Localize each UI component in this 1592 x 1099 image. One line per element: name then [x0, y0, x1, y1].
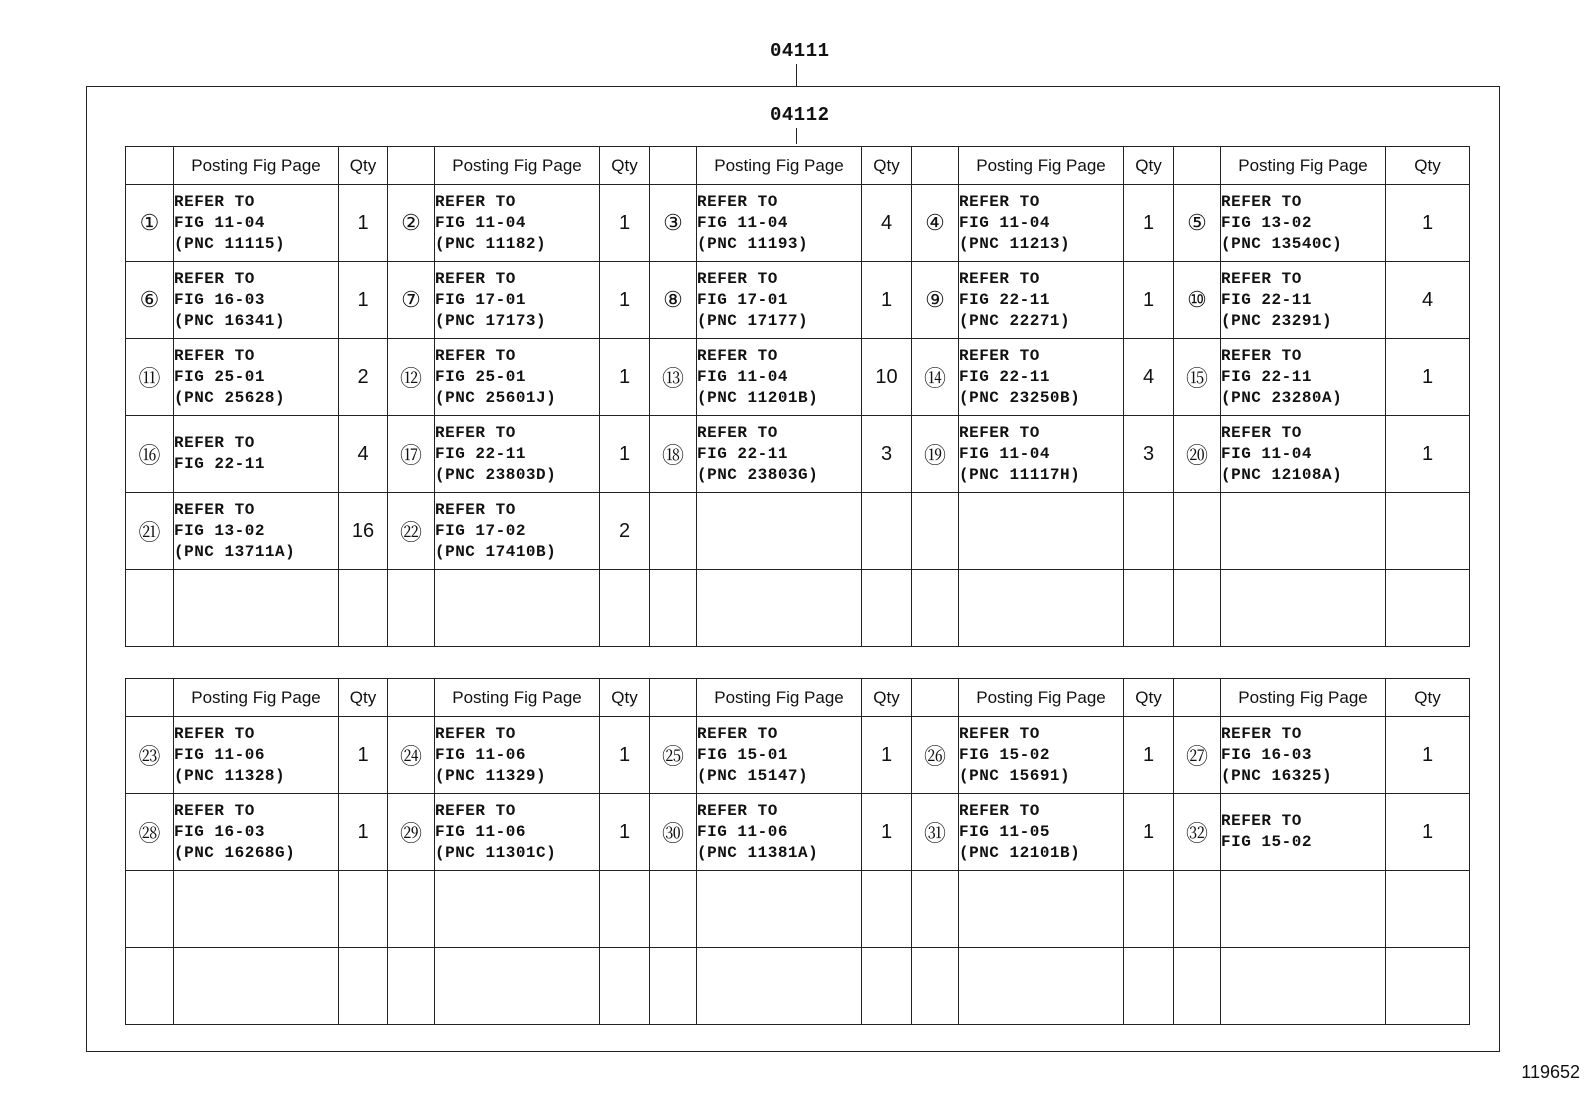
posting-fig-page-cell	[959, 794, 1124, 871]
header-qty: Qty	[1386, 679, 1470, 717]
posting-fig-page-cell	[1221, 262, 1386, 339]
qty-cell	[1124, 871, 1174, 948]
reference-line: REFER TO	[435, 346, 516, 365]
callout-number: ①	[126, 185, 174, 262]
reference-line: (PNC 17173)	[435, 311, 547, 330]
posting-fig-page-cell	[697, 416, 862, 493]
reference-line: FIG 16-03	[174, 822, 265, 841]
header-posting-fig-page: Posting Fig Page	[174, 679, 339, 717]
header-num-cell	[1174, 679, 1221, 717]
qty-cell: 1	[600, 717, 650, 794]
callout-number: ⑥	[126, 262, 174, 339]
qty-cell: 1	[1386, 794, 1470, 871]
header-qty: Qty	[1386, 147, 1470, 185]
qty-cell	[1386, 871, 1470, 948]
qty-cell: 1	[339, 185, 388, 262]
posting-fig-page-cell	[959, 570, 1124, 647]
callout-number	[388, 570, 435, 647]
callout-number	[912, 493, 959, 570]
reference-line: (PNC 17410B)	[435, 542, 557, 561]
posting-fig-page-cell	[174, 570, 339, 647]
reference-line: (PNC 16341)	[174, 311, 286, 330]
table-row	[126, 570, 1470, 647]
callout-number: ㉕	[650, 717, 697, 794]
posting-fig-page-cell	[435, 717, 600, 794]
callout-number: ㉓	[126, 717, 174, 794]
posting-fig-page-cell	[174, 262, 339, 339]
posting-fig-page-cell	[959, 493, 1124, 570]
posting-fig-page-cell	[435, 871, 600, 948]
reference-line: (PNC 15147)	[697, 766, 809, 785]
header-num-cell	[650, 679, 697, 717]
posting-fig-page-cell	[959, 416, 1124, 493]
inner-assembly-label: 04112	[770, 104, 830, 126]
qty-cell	[862, 948, 912, 1025]
header-num-cell	[126, 147, 174, 185]
reference-line: FIG 11-04	[697, 213, 788, 232]
qty-cell: 1	[862, 717, 912, 794]
callout-number: ⑮	[1174, 339, 1221, 416]
header-num-cell	[388, 679, 435, 717]
posting-fig-page-cell	[435, 794, 600, 871]
table-row	[126, 185, 1470, 262]
posting-fig-page-cell	[697, 794, 862, 871]
reference-line: (PNC 11117H)	[959, 465, 1081, 484]
reference-line: REFER TO	[174, 801, 255, 820]
reference-line: REFER TO	[1221, 724, 1302, 743]
reference-line: (PNC 11328)	[174, 766, 286, 785]
reference-line: FIG 15-02	[1221, 833, 1312, 851]
header-posting-fig-page: Posting Fig Page	[435, 679, 600, 717]
reference-line: (PNC 11201B)	[697, 388, 819, 407]
posting-fig-page-cell	[1221, 185, 1386, 262]
header-qty: Qty	[1124, 147, 1174, 185]
header-posting-fig-page: Posting Fig Page	[959, 679, 1124, 717]
callout-number: ㉛	[912, 794, 959, 871]
reference-line: FIG 15-01	[697, 745, 788, 764]
callout-number	[912, 948, 959, 1025]
reference-line: FIG 17-02	[435, 521, 526, 540]
header-num-cell	[912, 147, 959, 185]
callout-number: ⑧	[650, 262, 697, 339]
reference-line: REFER TO	[697, 346, 778, 365]
posting-fig-page-cell	[697, 948, 862, 1025]
qty-cell	[1124, 493, 1174, 570]
posting-fig-page-cell	[1221, 570, 1386, 647]
header-posting-fig-page: Posting Fig Page	[174, 147, 339, 185]
callout-number: ㉚	[650, 794, 697, 871]
reference-line: FIG 11-06	[435, 822, 526, 841]
posting-fig-page-cell	[1221, 794, 1386, 871]
reference-line: REFER TO	[697, 269, 778, 288]
qty-cell	[1386, 948, 1470, 1025]
callout-number: ㉗	[1174, 717, 1221, 794]
callout-number	[650, 570, 697, 647]
qty-cell: 4	[339, 416, 388, 493]
qty-cell	[339, 948, 388, 1025]
header-posting-fig-page: Posting Fig Page	[435, 147, 600, 185]
qty-cell: 1	[1124, 185, 1174, 262]
posting-fig-page-cell	[435, 570, 600, 647]
reference-line: FIG 17-01	[697, 290, 788, 309]
qty-cell: 1	[600, 339, 650, 416]
posting-fig-page-cell	[697, 717, 862, 794]
qty-cell	[862, 493, 912, 570]
qty-cell	[600, 948, 650, 1025]
reference-line: (PNC 15691)	[959, 766, 1071, 785]
reference-line: (PNC 16325)	[1221, 766, 1333, 785]
reference-line: REFER TO	[959, 346, 1040, 365]
qty-cell: 2	[600, 493, 650, 570]
callout-number: ⑱	[650, 416, 697, 493]
qty-cell: 3	[1124, 416, 1174, 493]
table-row	[126, 948, 1470, 1025]
reference-line: FIG 11-04	[1221, 444, 1312, 463]
posting-fig-page-cell	[174, 493, 339, 570]
header-qty: Qty	[862, 679, 912, 717]
posting-fig-page-cell	[697, 262, 862, 339]
posting-fig-page-cell	[1221, 339, 1386, 416]
reference-line: FIG 25-01	[435, 367, 526, 386]
posting-fig-page-cell	[174, 339, 339, 416]
qty-cell: 4	[862, 185, 912, 262]
callout-number	[388, 948, 435, 1025]
table-row	[126, 416, 1470, 493]
reference-line: (PNC 11182)	[435, 234, 547, 253]
posting-fig-page-cell	[959, 871, 1124, 948]
reference-line: (PNC 22271)	[959, 311, 1071, 330]
header-posting-fig-page: Posting Fig Page	[1221, 679, 1386, 717]
callout-number: ⑭	[912, 339, 959, 416]
reference-line: FIG 16-03	[174, 290, 265, 309]
qty-cell: 3	[862, 416, 912, 493]
callout-number: ㉜	[1174, 794, 1221, 871]
posting-fig-page-cell	[174, 794, 339, 871]
qty-cell: 2	[339, 339, 388, 416]
reference-line: FIG 22-11	[435, 444, 526, 463]
posting-fig-page-cell	[959, 339, 1124, 416]
callout-number: ⑪	[126, 339, 174, 416]
callout-number: ③	[650, 185, 697, 262]
reference-line: REFER TO	[435, 724, 516, 743]
reference-line: FIG 11-04	[435, 213, 526, 232]
reference-line: REFER TO	[697, 192, 778, 211]
posting-fig-page-cell	[697, 339, 862, 416]
qty-cell: 1	[600, 185, 650, 262]
posting-fig-page-cell	[1221, 871, 1386, 948]
callout-number: ㉙	[388, 794, 435, 871]
posting-fig-page-cell	[435, 339, 600, 416]
parts-table-lower	[125, 678, 1470, 1025]
reference-line: FIG 15-02	[959, 745, 1050, 764]
callout-number	[1174, 493, 1221, 570]
posting-fig-page-cell	[1221, 717, 1386, 794]
outer-assembly-label: 04111	[770, 40, 830, 62]
reference-line: FIG 11-04	[697, 367, 788, 386]
reference-line: (PNC 25601J)	[435, 388, 557, 407]
posting-fig-page-cell	[174, 416, 339, 493]
header-num-cell	[650, 147, 697, 185]
reference-line: REFER TO	[435, 801, 516, 820]
qty-cell: 1	[862, 262, 912, 339]
table-row	[126, 493, 1470, 570]
qty-cell: 1	[1386, 185, 1470, 262]
reference-line: (PNC 11381A)	[697, 843, 819, 862]
qty-cell: 1	[339, 262, 388, 339]
reference-line: REFER TO	[435, 269, 516, 288]
table-row	[126, 262, 1470, 339]
callout-number	[1174, 948, 1221, 1025]
posting-fig-page-cell	[697, 871, 862, 948]
header-posting-fig-page: Posting Fig Page	[697, 679, 862, 717]
table-row	[126, 871, 1470, 948]
posting-fig-page-cell	[174, 871, 339, 948]
qty-cell: 1	[1124, 794, 1174, 871]
posting-fig-page-cell	[959, 262, 1124, 339]
reference-line: FIG 13-02	[1221, 213, 1312, 232]
posting-fig-page-cell	[174, 717, 339, 794]
reference-line: FIG 11-04	[959, 213, 1050, 232]
qty-cell	[339, 570, 388, 647]
callout-number: ㉘	[126, 794, 174, 871]
qty-cell	[1386, 570, 1470, 647]
reference-line: FIG 17-01	[435, 290, 526, 309]
inner-leader-line	[796, 128, 797, 144]
table-row	[126, 794, 1470, 871]
posting-fig-page-cell	[1221, 416, 1386, 493]
qty-cell	[1386, 493, 1470, 570]
qty-cell: 1	[600, 416, 650, 493]
reference-line: (PNC 13711A)	[174, 542, 296, 561]
callout-number: ㉔	[388, 717, 435, 794]
posting-fig-page-cell	[435, 493, 600, 570]
reference-line: REFER TO	[959, 801, 1040, 820]
header-num-cell	[1174, 147, 1221, 185]
qty-cell: 1	[339, 717, 388, 794]
header-num-cell	[912, 679, 959, 717]
reference-line: REFER TO	[174, 500, 255, 519]
reference-line: (PNC 12101B)	[959, 843, 1081, 862]
callout-number: ⑬	[650, 339, 697, 416]
reference-line: FIG 22-11	[959, 290, 1050, 309]
qty-cell: 1	[862, 794, 912, 871]
qty-cell	[600, 871, 650, 948]
callout-number: ⑲	[912, 416, 959, 493]
reference-line: FIG 11-04	[959, 444, 1050, 463]
reference-line: (PNC 17177)	[697, 311, 809, 330]
reference-line: (PNC 23803G)	[697, 465, 819, 484]
qty-cell	[862, 570, 912, 647]
posting-fig-page-cell	[174, 185, 339, 262]
table-row	[126, 339, 1470, 416]
qty-cell	[600, 570, 650, 647]
reference-line: FIG 11-06	[174, 745, 265, 764]
posting-fig-page-cell	[435, 262, 600, 339]
header-row	[126, 147, 1470, 185]
reference-line: (PNC 23803D)	[435, 465, 557, 484]
callout-number: ②	[388, 185, 435, 262]
reference-line: FIG 11-06	[435, 745, 526, 764]
reference-line: REFER TO	[174, 434, 255, 452]
qty-cell	[1124, 570, 1174, 647]
qty-cell: 1	[1124, 717, 1174, 794]
posting-fig-page-cell	[1221, 948, 1386, 1025]
header-qty: Qty	[862, 147, 912, 185]
reference-line: REFER TO	[959, 423, 1040, 442]
reference-line: REFER TO	[174, 269, 255, 288]
reference-line: (PNC 23291)	[1221, 311, 1333, 330]
header-posting-fig-page: Posting Fig Page	[1221, 147, 1386, 185]
parts-table-upper	[125, 146, 1470, 647]
reference-line: FIG 13-02	[174, 521, 265, 540]
callout-number: ⑯	[126, 416, 174, 493]
callout-number: ⑰	[388, 416, 435, 493]
qty-cell: 4	[1386, 262, 1470, 339]
callout-number	[126, 570, 174, 647]
reference-line: REFER TO	[174, 346, 255, 365]
callout-number	[650, 871, 697, 948]
reference-line: FIG 11-06	[697, 822, 788, 841]
reference-line: REFER TO	[435, 423, 516, 442]
posting-fig-page-cell	[435, 185, 600, 262]
header-num-cell	[388, 147, 435, 185]
header-num-cell	[126, 679, 174, 717]
reference-line: REFER TO	[697, 423, 778, 442]
posting-fig-page-cell	[435, 416, 600, 493]
reference-line: (PNC 11193)	[697, 234, 809, 253]
table-row	[126, 717, 1470, 794]
reference-line: FIG 16-03	[1221, 745, 1312, 764]
qty-cell	[862, 871, 912, 948]
reference-line: (PNC 12108A)	[1221, 465, 1343, 484]
qty-cell: 1	[339, 794, 388, 871]
reference-line: REFER TO	[1221, 812, 1302, 830]
qty-cell: 1	[1386, 339, 1470, 416]
callout-number	[126, 948, 174, 1025]
reference-line: REFER TO	[1221, 423, 1302, 442]
callout-number: ㉒	[388, 493, 435, 570]
qty-cell: 1	[1386, 416, 1470, 493]
reference-line: (PNC 13540C)	[1221, 234, 1343, 253]
callout-number: ⑦	[388, 262, 435, 339]
qty-cell: 1	[600, 794, 650, 871]
callout-number	[1174, 871, 1221, 948]
reference-line: (PNC 11213)	[959, 234, 1071, 253]
qty-cell: 4	[1124, 339, 1174, 416]
reference-line: (PNC 25628)	[174, 388, 286, 407]
callout-number	[650, 493, 697, 570]
callout-number: ⑫	[388, 339, 435, 416]
qty-cell: 1	[1386, 717, 1470, 794]
qty-cell: 1	[600, 262, 650, 339]
header-posting-fig-page: Posting Fig Page	[959, 147, 1124, 185]
callout-number	[126, 871, 174, 948]
posting-fig-page-cell	[435, 948, 600, 1025]
reference-line: REFER TO	[1221, 192, 1302, 211]
posting-fig-page-cell	[174, 948, 339, 1025]
posting-fig-page-cell	[697, 570, 862, 647]
qty-cell	[1124, 948, 1174, 1025]
reference-line: REFER TO	[697, 801, 778, 820]
catalog-number: 119652	[1521, 1062, 1580, 1082]
callout-number	[1174, 570, 1221, 647]
reference-line: REFER TO	[959, 192, 1040, 211]
callout-number: ㉖	[912, 717, 959, 794]
callout-number: ⑳	[1174, 416, 1221, 493]
callout-number	[912, 570, 959, 647]
reference-line: (PNC 23250B)	[959, 388, 1081, 407]
posting-fig-page-cell	[959, 185, 1124, 262]
reference-line: (PNC 11329)	[435, 766, 547, 785]
qty-cell: 16	[339, 493, 388, 570]
reference-line: REFER TO	[1221, 269, 1302, 288]
reference-line: REFER TO	[959, 269, 1040, 288]
header-qty: Qty	[600, 679, 650, 717]
header-qty: Qty	[339, 147, 388, 185]
reference-line: (PNC 11301C)	[435, 843, 557, 862]
reference-line: FIG 22-11	[959, 367, 1050, 386]
reference-line: REFER TO	[1221, 346, 1302, 365]
header-qty: Qty	[600, 147, 650, 185]
posting-fig-page-cell	[697, 493, 862, 570]
callout-number: ⑩	[1174, 262, 1221, 339]
reference-line: FIG 22-11	[1221, 367, 1312, 386]
reference-line: FIG 25-01	[174, 367, 265, 386]
posting-fig-page-cell	[959, 717, 1124, 794]
qty-cell: 1	[1124, 262, 1174, 339]
posting-fig-page-cell	[1221, 493, 1386, 570]
reference-line: FIG 22-11	[174, 455, 265, 473]
outer-leader-line	[796, 64, 797, 86]
header-qty: Qty	[1124, 679, 1174, 717]
qty-cell	[339, 871, 388, 948]
reference-line: FIG 22-11	[697, 444, 788, 463]
reference-line: REFER TO	[174, 724, 255, 743]
reference-line: (PNC 11115)	[174, 234, 286, 253]
callout-number: ⑤	[1174, 185, 1221, 262]
callout-number: ⑨	[912, 262, 959, 339]
reference-line: REFER TO	[174, 192, 255, 211]
callout-number: ㉑	[126, 493, 174, 570]
reference-line: REFER TO	[435, 192, 516, 211]
reference-line: REFER TO	[959, 724, 1040, 743]
callout-number: ④	[912, 185, 959, 262]
posting-fig-page-cell	[697, 185, 862, 262]
posting-fig-page-cell	[959, 948, 1124, 1025]
header-qty: Qty	[339, 679, 388, 717]
reference-line: (PNC 23280A)	[1221, 388, 1343, 407]
callout-number	[650, 948, 697, 1025]
reference-line: FIG 11-05	[959, 822, 1050, 841]
header-posting-fig-page: Posting Fig Page	[697, 147, 862, 185]
reference-line: FIG 22-11	[1221, 290, 1312, 309]
reference-line: (PNC 16268G)	[174, 843, 296, 862]
reference-line: REFER TO	[697, 724, 778, 743]
reference-line: REFER TO	[435, 500, 516, 519]
callout-number	[912, 871, 959, 948]
qty-cell: 10	[862, 339, 912, 416]
header-row	[126, 679, 1470, 717]
reference-line: FIG 11-04	[174, 213, 265, 232]
callout-number	[388, 871, 435, 948]
